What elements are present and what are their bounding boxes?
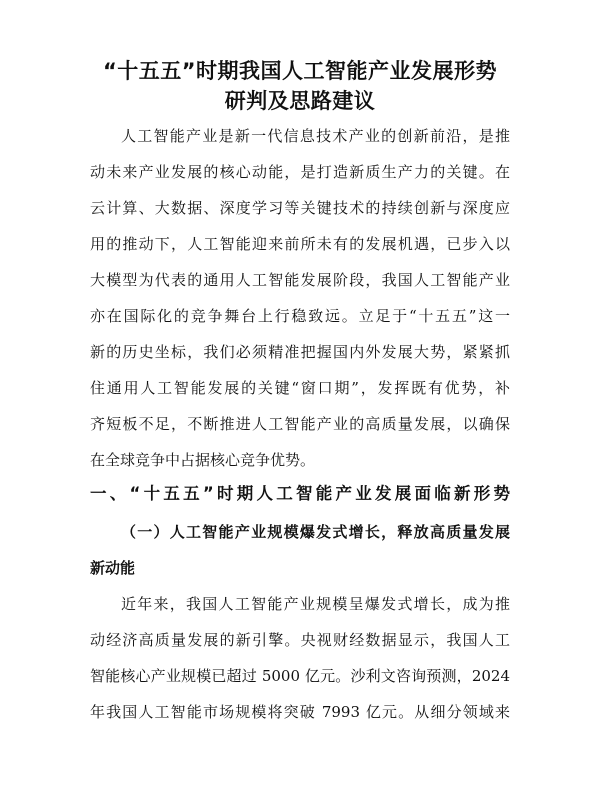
subsection-heading-line-1: （一）人工智能产业规模爆发式增长，释放高质量发展 [121,523,510,541]
section-heading: 一、“十五五”时期人工智能产业发展面临新形势 [90,484,510,503]
paragraph-line: 大模型为代表的通用人工智能发展阶段，我国人工智能产业 [90,271,510,289]
paragraph-line: 人工智能产业是新一代信息技术产业的创新前沿，是推 [121,127,510,145]
paragraph-line: 年我国人工智能市场规模将突破 7993 亿元。从细分领域来 [90,703,510,721]
paragraph-line: 在全球竞争中占据核心竞争优势。 [90,451,316,469]
paragraph-line: 近年来，我国人工智能产业规模呈爆发式增长，成为推 [121,595,510,613]
subsection-heading-line-2: 新动能 [90,559,136,577]
paragraph-line: 云计算、大数据、深度学习等关键技术的持续创新与深度应 [90,199,510,217]
paragraph-line: 住通用人工智能发展的关键“窗口期”，发挥既有优势，补 [90,379,510,397]
paragraph-line: 齐短板不足，不断推进人工智能产业的高质量发展，以确保 [90,415,510,433]
paragraph-line: 用的推动下，人工智能迎来前所未有的发展机遇，已步入以 [90,235,510,253]
document-title-line-1: “十五五”时期我国人工智能产业发展形势 [102,59,498,83]
document-title-line-2: 研判及思路建议 [224,89,376,113]
paragraph-line: 动未来产业发展的核心动能，是打造新质生产力的关键。在 [90,163,510,181]
paragraph-line: 智能核心产业规模已超过 5000 亿元。沙利文咨询预测，2024 [90,667,510,685]
paragraph-line: 动经济高质量发展的新引擎。央视财经数据显示，我国人工 [90,631,510,649]
paragraph-line: 亦在国际化的竞争舞台上行稳致远。立足于“十五五”这一 [90,307,510,325]
paragraph-line: 新的历史坐标，我们必须精准把握国内外发展大势，紧紧抓 [90,343,510,361]
